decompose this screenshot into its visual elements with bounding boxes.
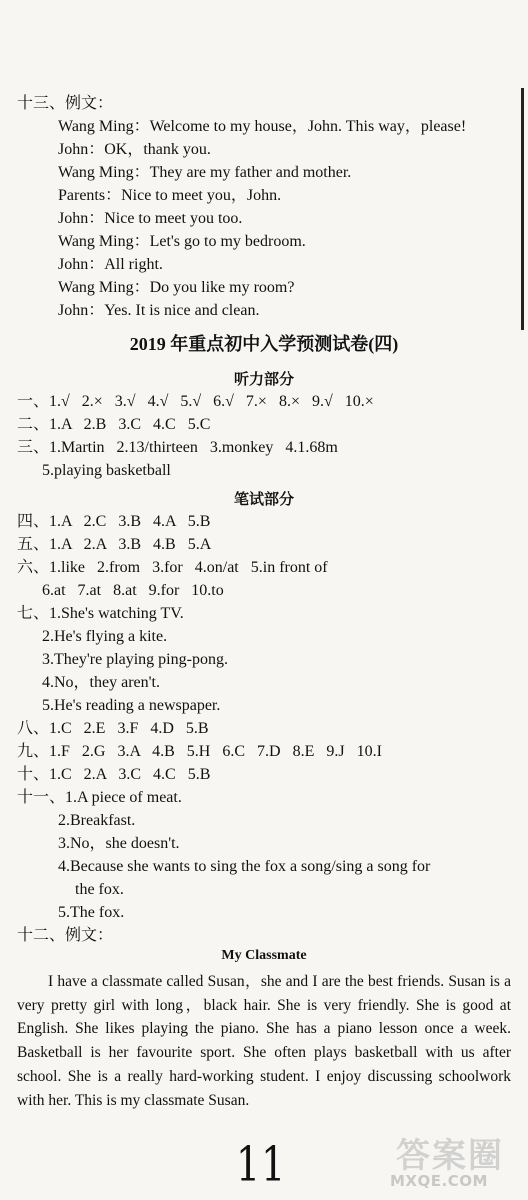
dialogue-line: John：Yes. It is nice and clean. (58, 302, 260, 319)
dialogue-line: Parents：Nice to meet you，John. (58, 187, 282, 204)
answer-line: 2.Breakfast. (58, 812, 136, 829)
answer-line: 十、1.C 2.A 3.C 4.C 5.B (17, 766, 211, 783)
written-heading: 笔试部分 (233, 492, 294, 508)
answer-line: 一、1.√ 2.× 3.√ 4.√ 5.√ 6.√ 7.× 8.× 9.√ 10.× (17, 393, 374, 410)
answer-line: 2.He's flying a kite. (42, 628, 168, 645)
answer-line: 八、1.C 2.E 3.F 4.D 5.B (17, 720, 209, 737)
watermark-text: 答案圈 (396, 1136, 504, 1176)
answer-line: 十一、1.A piece of meat. (17, 789, 182, 806)
answer-line: 5.He's reading a newspaper. (42, 697, 221, 714)
watermark-logo (388, 1128, 520, 1194)
answer-line: 九、1.F 2.G 3.A 4.B 5.H 6.C 7.D 8.E 9.J 10.I (17, 743, 382, 760)
answer-line: 七、1.She's watching TV. (17, 605, 184, 622)
watermark-url: MXQE.COM (390, 1172, 488, 1190)
answer-line: 5.playing basketball (42, 462, 171, 479)
answer-line: 五、1.A 2.A 3.B 4.B 5.A (17, 536, 212, 553)
page-number: 11 (236, 1136, 287, 1192)
dialogue-line: John：Nice to meet you too. (58, 210, 243, 227)
essay-title: My Classmate (221, 948, 307, 963)
listening-heading: 听力部分 (233, 372, 294, 388)
answer-line: 4.No，they aren't. (42, 674, 160, 691)
section-13-heading: 十三、例文： (17, 95, 114, 112)
answer-line: 二、1.A 2.B 3.C 4.C 5.C (17, 416, 211, 433)
answer-line: the fox. (75, 881, 124, 898)
answer-line: 3.They're playing ping-pong. (42, 651, 228, 668)
answer-line: 4.Because she wants to sing the fox a song/sing a song for (58, 858, 431, 875)
answer-line: 三、1.Martin 2.13/thirteen 3.monkey 4.1.68m (17, 439, 338, 456)
answer-line: 十二、例文： (17, 927, 114, 944)
dialogue-line: Wang Ming：They are my father and mother. (58, 164, 352, 181)
dialogue-line: Wang Ming：Do you like my room? (58, 279, 295, 296)
dialogue-line: Wang Ming：Welcome to my house，John. This way，please! (58, 118, 467, 135)
answer-line: 6.at 7.at 8.at 9.for 10.to (42, 582, 224, 599)
essay-body: I have a classmate called Susan，she and I are the best friends. Susan is a very pretty girl with long，black hair. She is very friendly. She is good at English. She likes playing the piano. She has a piano lesson once a week. Basketball is her favourite sport. She often plays basketball with us after school. She is a really hard-working student. I enjoy discussing schoolwork with her. This is my classmate Susan. (17, 973, 511, 1109)
answer-line: 四、1.A 2.C 3.B 4.A 5.B (17, 513, 211, 530)
dialogue-line: John：All right. (58, 256, 163, 273)
answer-line: 六、1.like 2.from 3.for 4.on/at 5.in front of (17, 559, 328, 576)
answer-line: 3.No，she doesn't. (58, 835, 180, 852)
dialogue-line: Wang Ming：Let's go to my bedroom. (58, 233, 306, 250)
answer-line: 5.The fox. (58, 904, 125, 921)
exam-title: 2019 年重点初中入学预测试卷(四) (129, 334, 399, 354)
page-edge-line (521, 88, 524, 330)
dialogue-line: John：OK，thank you. (58, 141, 211, 158)
